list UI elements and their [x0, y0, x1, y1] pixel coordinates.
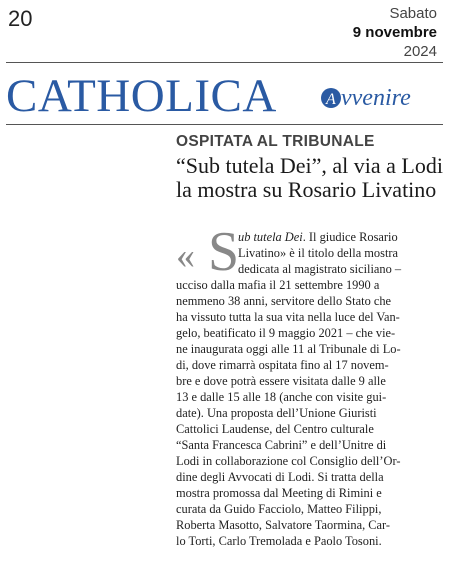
headline-line-1: “Sub tutela Dei”, al via a Lodi [176, 153, 443, 178]
body-line: dine degli Avvocati di Lodi. Si tratta della [176, 470, 384, 484]
body-line: 13 e dalle 15 alle 18 (anche con visite gui- [176, 390, 387, 404]
body-line: date). Una proposta dell’Unione Giuristi [176, 406, 377, 420]
body-line: di, dove rimarrà ospitata fino al 17 novem- [176, 358, 389, 372]
date-block [353, 4, 437, 61]
body-line: Lodi in collaborazione col Consiglio dell’Or- [176, 454, 401, 468]
date-year: 2024 [403, 43, 437, 60]
body-line: gelo, beatificato il 9 maggio 2021 – che vie- [176, 326, 396, 340]
body-line: ha vissuto tutta la sua vita nella luce del Van- [176, 310, 400, 324]
body-line: Livatino» è il titolo della mostra [238, 246, 399, 260]
masthead-rule [6, 124, 443, 125]
body-line: bre e dove potrà essere visitata dalle 9 alle [176, 374, 386, 388]
date-weekday: Sabato [389, 5, 437, 22]
body-line: ne inaugurata oggi alle 11 al Tribunale di Lo- [176, 342, 401, 356]
body-line: nemmeno 38 anni, servitore dello Stato che [176, 294, 392, 308]
body-line: ucciso dalla mafia il 21 settembre 1990 a [176, 278, 380, 292]
italic-title-fragment: ub tutela Dei [238, 230, 303, 244]
page-number: 20 [8, 6, 33, 31]
drop-cap: S [208, 221, 240, 283]
body-line: dedicata al magistrato siciliano – [238, 262, 402, 276]
body-line: ub tutela Dei. Il giudice Rosario [238, 230, 398, 244]
open-quote-mark: « [176, 235, 195, 277]
date-day-month: 9 novembre [352, 24, 437, 41]
body-line: mostra promossa dal Meeting di Rimini e [176, 486, 382, 500]
logo-initial: A [326, 91, 336, 108]
body-line: “Santa Francesca Cabrini” e dell’Unitre di [176, 438, 387, 452]
article-kicker: OSPITATA AL TRIBUNALE [176, 133, 375, 150]
headline-line-2: la mostra su Rosario Livatino [176, 177, 437, 202]
article-headline [176, 154, 444, 202]
body-line: Cattolici Laudense, del Centro culturale [176, 422, 374, 436]
body-line: Roberta Masotto, Salvatore Taormina, Car- [176, 518, 391, 532]
body-line: lo Torti, Carlo Tremolada e Paolo Tosoni. [176, 534, 382, 548]
section-masthead: CATHOLICA [6, 70, 277, 122]
logo-wordmark: vvenire [341, 85, 411, 111]
avvenire-logo [319, 76, 441, 118]
body-line: curata da Guido Facciolo, Matteo Filippi, [176, 502, 382, 516]
top-rule [6, 62, 443, 63]
